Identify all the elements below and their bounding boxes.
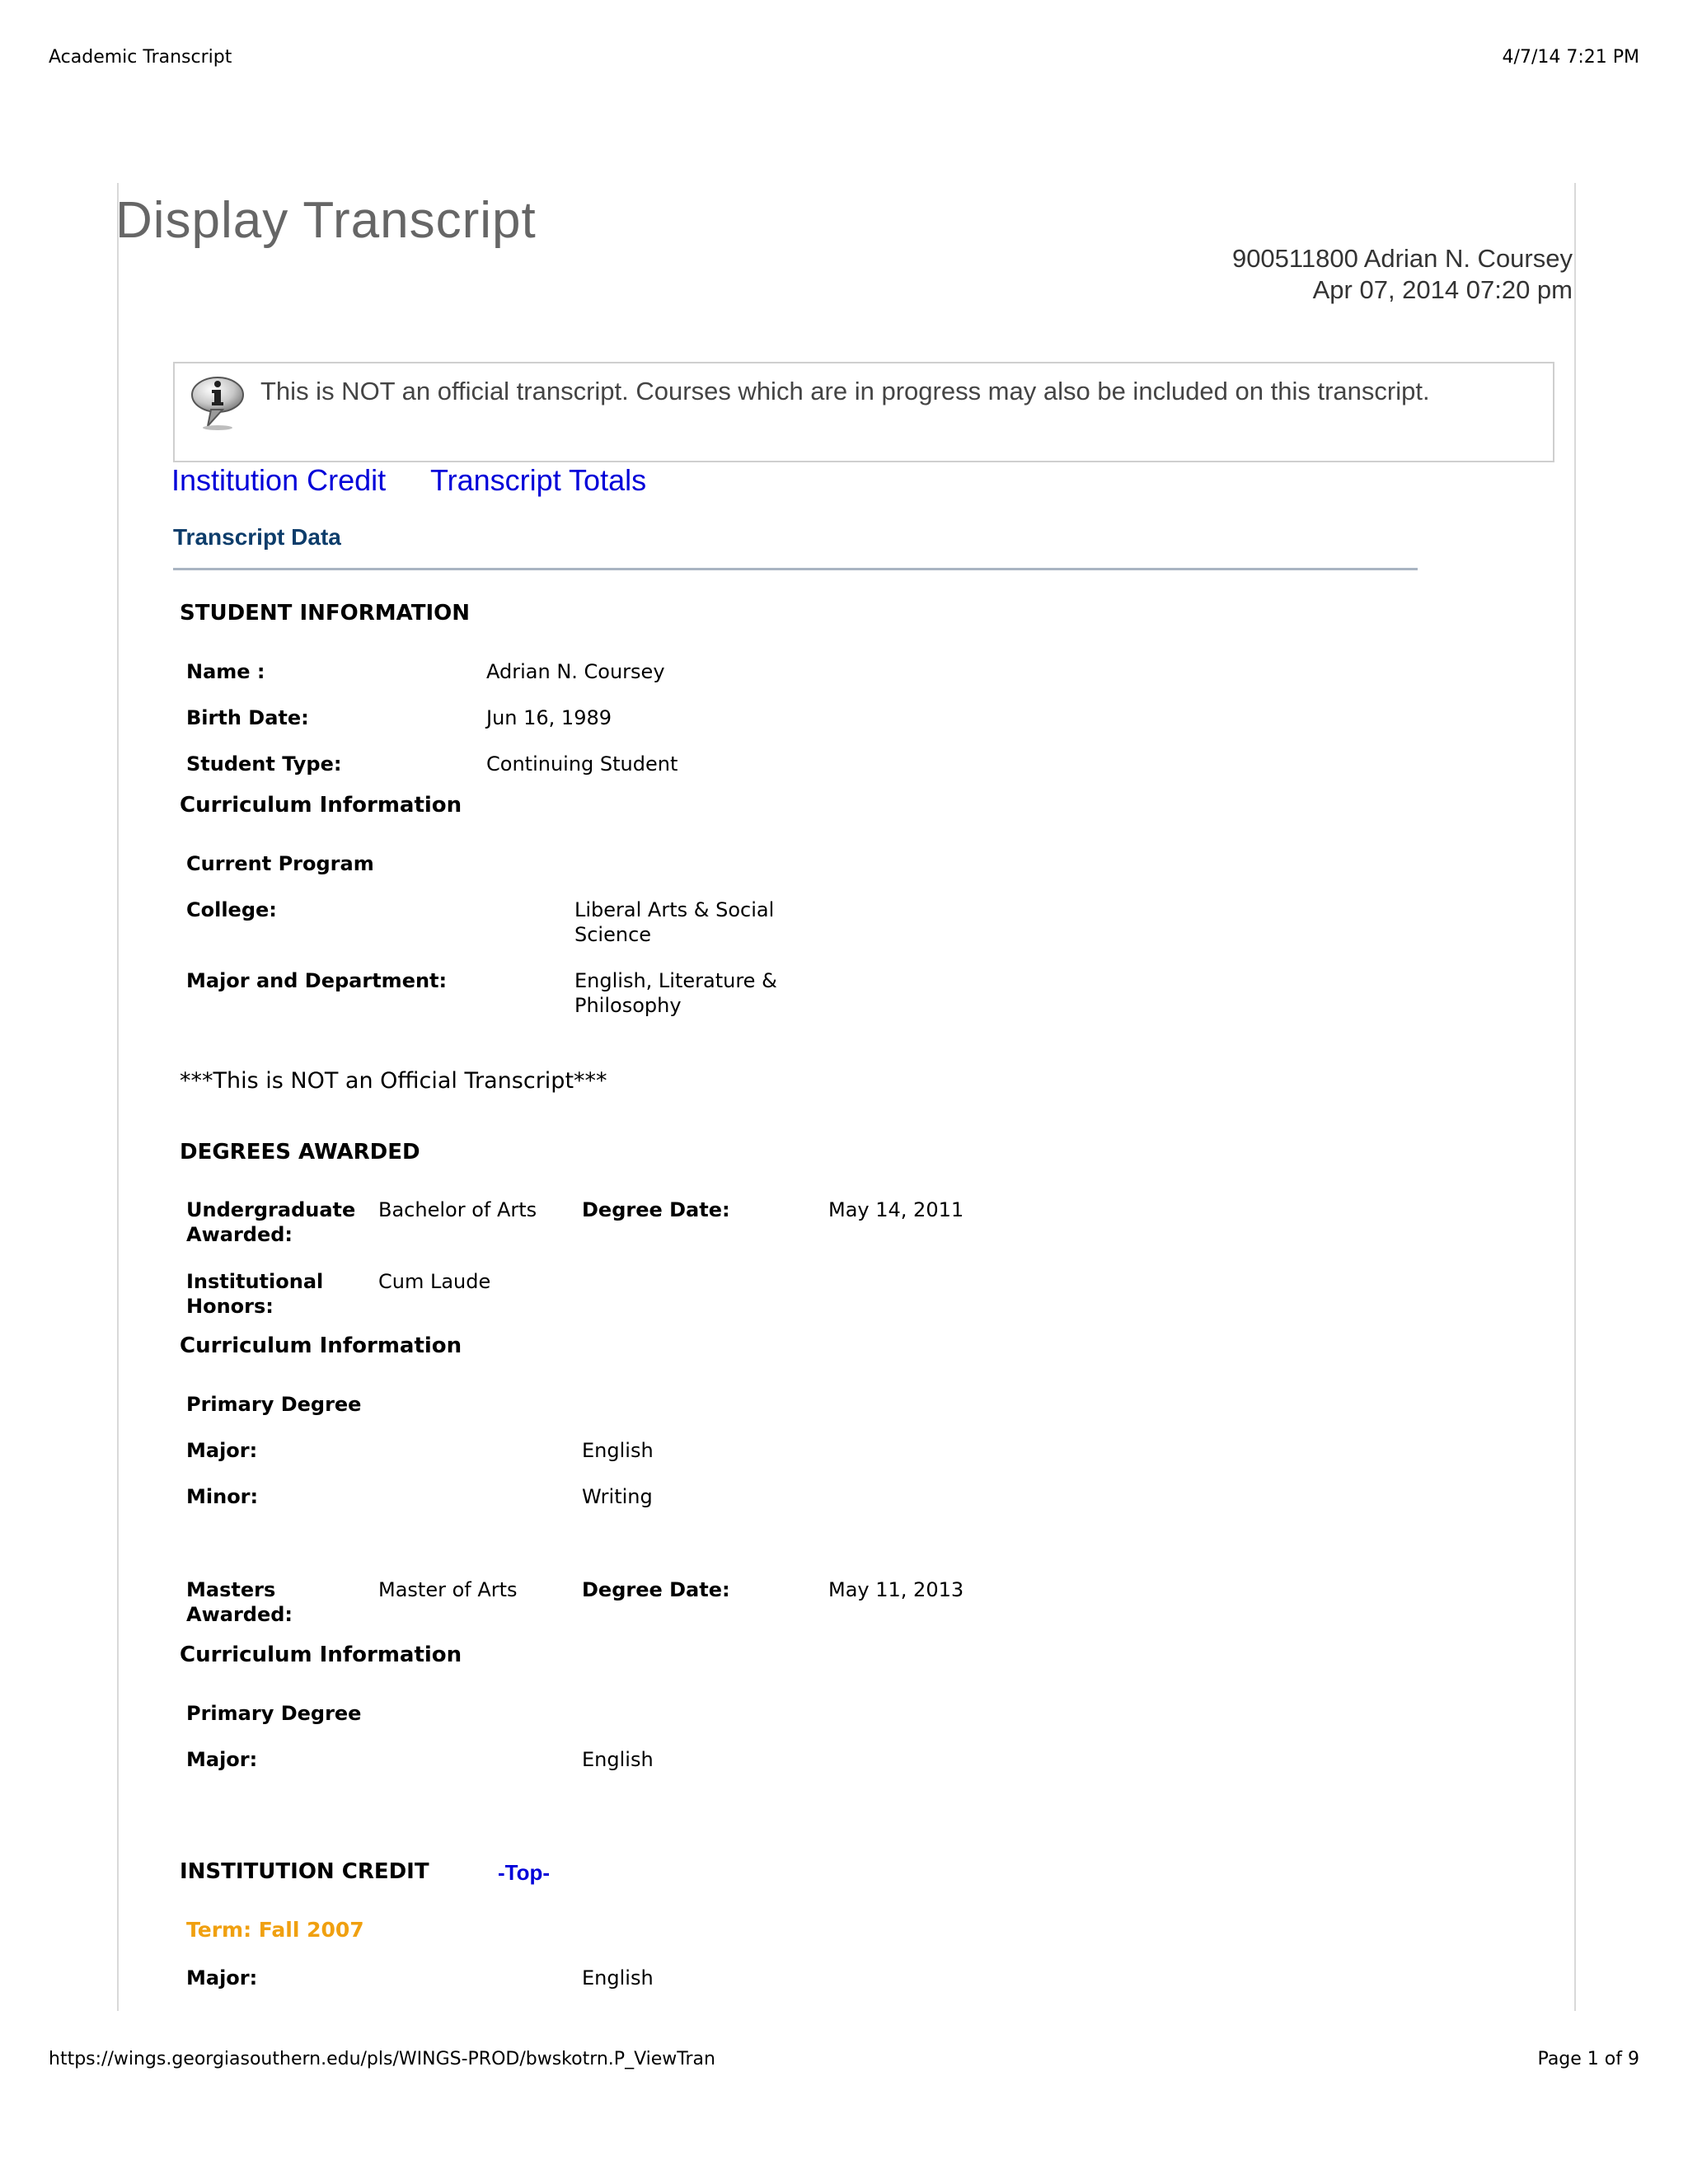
undergraduate-awarded-label-line1: Undergraduate	[186, 1198, 356, 1221]
masters-degree-date-label: Degree Date:	[582, 1578, 730, 1601]
college-label: College:	[186, 898, 277, 921]
undergraduate-primary-degree-label: Primary Degree	[186, 1393, 362, 1416]
transcript-data-heading: Transcript Data	[173, 524, 341, 550]
page-title: Display Transcript	[115, 192, 537, 249]
print-header-timestamp: 4/7/14 7:21 PM	[1502, 47, 1639, 68]
name-label: Name :	[186, 660, 265, 683]
masters-degree-value: Master of Arts	[378, 1578, 518, 1601]
masters-awarded-label-line1: Masters	[186, 1578, 276, 1601]
top-link[interactable]: -Top-	[498, 1860, 551, 1885]
masters-major-value: English	[582, 1748, 654, 1771]
print-footer-page-number: Page 1 of 9	[1537, 2049, 1639, 2069]
student-type-value: Continuing Student	[486, 752, 678, 776]
print-footer-url: https://wings.georgiasouthern.edu/pls/WINGS-PROD/bwskotrn.P_ViewTran	[49, 2049, 715, 2069]
undergraduate-degree-date-label: Degree Date:	[582, 1198, 730, 1221]
undergraduate-degree-value: Bachelor of Arts	[378, 1198, 537, 1221]
major-department-value-line2: Philosophy	[574, 994, 682, 1017]
student-information-heading: STUDENT INFORMATION	[180, 601, 471, 626]
section-divider	[173, 568, 1418, 570]
institution-credit-heading: INSTITUTION CREDIT	[180, 1859, 429, 1884]
undergraduate-minor-value: Writing	[582, 1485, 653, 1508]
not-official-notice: ***This is NOT an Official Transcript***	[180, 1068, 607, 1094]
masters-major-label: Major:	[186, 1748, 258, 1771]
college-value-line2: Science	[574, 923, 652, 946]
report-datetime: Apr 07, 2014 07:20 pm	[1312, 275, 1573, 304]
institutional-honors-label-line1: Institutional	[186, 1270, 324, 1293]
major-department-value-line1: English, Literature &	[574, 969, 777, 992]
curriculum-information-heading: Curriculum Information	[180, 793, 462, 818]
name-value: Adrian N. Coursey	[486, 660, 665, 683]
undergraduate-major-value: English	[582, 1439, 654, 1462]
info-speech-bubble-icon	[190, 373, 249, 436]
undergraduate-curriculum-heading: Curriculum Information	[180, 1333, 462, 1358]
institution-credit-major-label: Major:	[186, 1966, 258, 1990]
major-department-label: Major and Department:	[186, 969, 448, 992]
page-frame-left	[117, 183, 119, 2011]
info-message-text: This is NOT an official transcript. Courses which are in progress may also be included on this transcript.	[260, 377, 1430, 405]
transcript-totals-link[interactable]: Transcript Totals	[430, 463, 647, 497]
degrees-awarded-heading: DEGREES AWARDED	[180, 1140, 420, 1165]
masters-primary-degree-label: Primary Degree	[186, 1702, 362, 1725]
institutional-honors-value: Cum Laude	[378, 1270, 491, 1293]
term-label: Term: Fall 2007	[186, 1918, 364, 1942]
student-id-name: 900511800 Adrian N. Coursey	[1231, 244, 1573, 273]
institutional-honors-label-line2: Honors:	[186, 1295, 274, 1318]
undergraduate-degree-date-value: May 14, 2011	[828, 1198, 964, 1221]
birth-date-label: Birth Date:	[186, 706, 309, 729]
masters-curriculum-heading: Curriculum Information	[180, 1643, 462, 1667]
info-message-box	[173, 362, 1554, 462]
undergraduate-major-label: Major:	[186, 1439, 258, 1462]
masters-awarded-label-line2: Awarded:	[186, 1603, 293, 1626]
institution-credit-major-value: English	[582, 1966, 654, 1990]
undergraduate-awarded-label-line2: Awarded:	[186, 1223, 293, 1246]
print-header-title: Academic Transcript	[49, 47, 232, 68]
birth-date-value: Jun 16, 1989	[486, 706, 612, 729]
masters-degree-date-value: May 11, 2013	[828, 1578, 964, 1601]
page-frame-right	[1574, 183, 1576, 2011]
institution-credit-link[interactable]: Institution Credit	[171, 463, 387, 497]
current-program-label: Current Program	[186, 852, 374, 875]
undergraduate-minor-label: Minor:	[186, 1485, 259, 1508]
college-value-line1: Liberal Arts & Social	[574, 898, 775, 921]
student-type-label: Student Type:	[186, 752, 342, 776]
